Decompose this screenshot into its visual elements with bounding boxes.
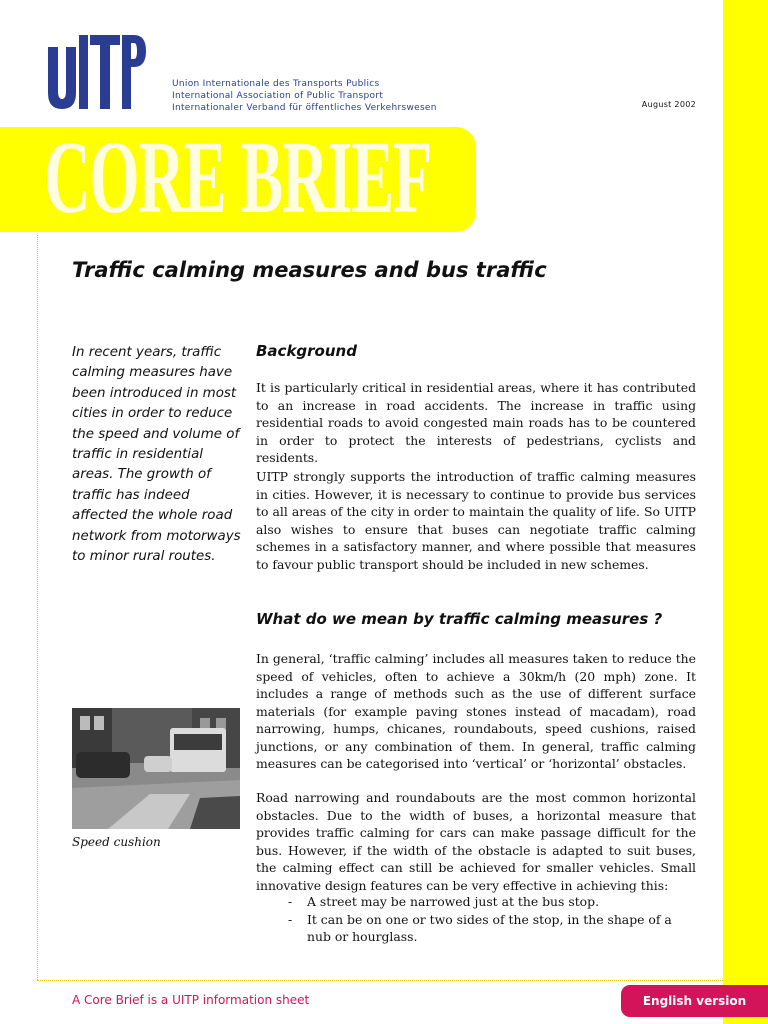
paragraph: In general, ‘traffic calming’ includes all measures taken to reduce the speed of vehicles, often to achieve a 30km/h (20 mph) zone. It includes a range of methods such as the use of different surface materials (for example paving stones instead of macadam), road narrowing, humps, chicanes, roundabouts, speed cushions, raised junctions, or any combination of them. In general, traffic calming measures can be categorised into ‘vertical’ or ‘horizontal’ obstacles. bbox=[256, 651, 696, 771]
document-title: Traffic calming measures and bus traffic bbox=[72, 258, 547, 282]
org-name-english: International Association of Public Transport bbox=[172, 91, 384, 101]
organisation-names bbox=[172, 78, 437, 114]
list-item-text: It can be on one or two sides of the stop, in the shape of a nub or hourglass. bbox=[307, 911, 672, 944]
org-name-french: Union Internationale des Transports Publics bbox=[172, 79, 380, 89]
paragraph: UITP strongly supports the introduction of traffic calming measures in cities. However, it is necessary to continue to provide bus services to all areas of the city in order to maintain the quality of life. So UITP also wishes to ensure that buses can negotiate traffic calming schemes in a satisfactory manner, and where possible that measures to favour public transport should be included in new schemes. bbox=[256, 469, 696, 572]
intro-text: In recent years, traffic calming measures have been introduced in most cities in order to reduce the speed and volume of traffic in residential areas. The growth of traffic has indeed affected the whole road network from motorways to minor rural routes. bbox=[72, 345, 241, 565]
list-item bbox=[288, 911, 696, 946]
org-name-german: Internationaler Verband für öffentliches Verkehrswesen bbox=[172, 103, 437, 113]
paragraph: It is particularly critical in residential areas, where it has contributed to an increase in road accidents. The increase in traffic using residential roads to avoid congested main roads has to be countered in order to protect the interests of pedestrians, cyclists and residents. bbox=[256, 380, 696, 465]
language-version-tab[interactable]: English version bbox=[621, 985, 768, 1017]
heading-what-is-traffic-calming: What do we mean by traffic calming measures ? bbox=[256, 610, 663, 628]
speed-cushion-photo bbox=[72, 708, 240, 829]
dotted-left-border bbox=[37, 235, 38, 980]
uitp-logo bbox=[48, 33, 148, 111]
paragraph: Road narrowing and roundabouts are the most common horizontal obstacles. Due to the width of buses, a horizontal measure that provides traffic calming for cars can make passage difficult for the bus. However, if the width of the obstacle is adapted to suit buses, the calming effect can still be achieved for smaller vehicles. Small innovative design features can be very effective in achieving this: bbox=[256, 790, 696, 893]
list-item bbox=[288, 893, 696, 911]
list-item-text: A street may be narrowed just at the bus stop. bbox=[307, 894, 600, 909]
photo-caption: Speed cushion bbox=[72, 835, 161, 849]
issue-date: August 2002 bbox=[641, 100, 696, 109]
dotted-bottom-border bbox=[37, 980, 723, 981]
right-yellow-band bbox=[723, 0, 768, 1024]
bullet-marker: - bbox=[288, 894, 293, 909]
core-brief-title: CORE BRIEF bbox=[44, 120, 432, 235]
footer-note: A Core Brief is a UITP information sheet bbox=[72, 993, 310, 1007]
design-features-list bbox=[288, 893, 696, 946]
bullet-marker: - bbox=[288, 911, 293, 927]
heading-background: Background bbox=[256, 342, 357, 360]
